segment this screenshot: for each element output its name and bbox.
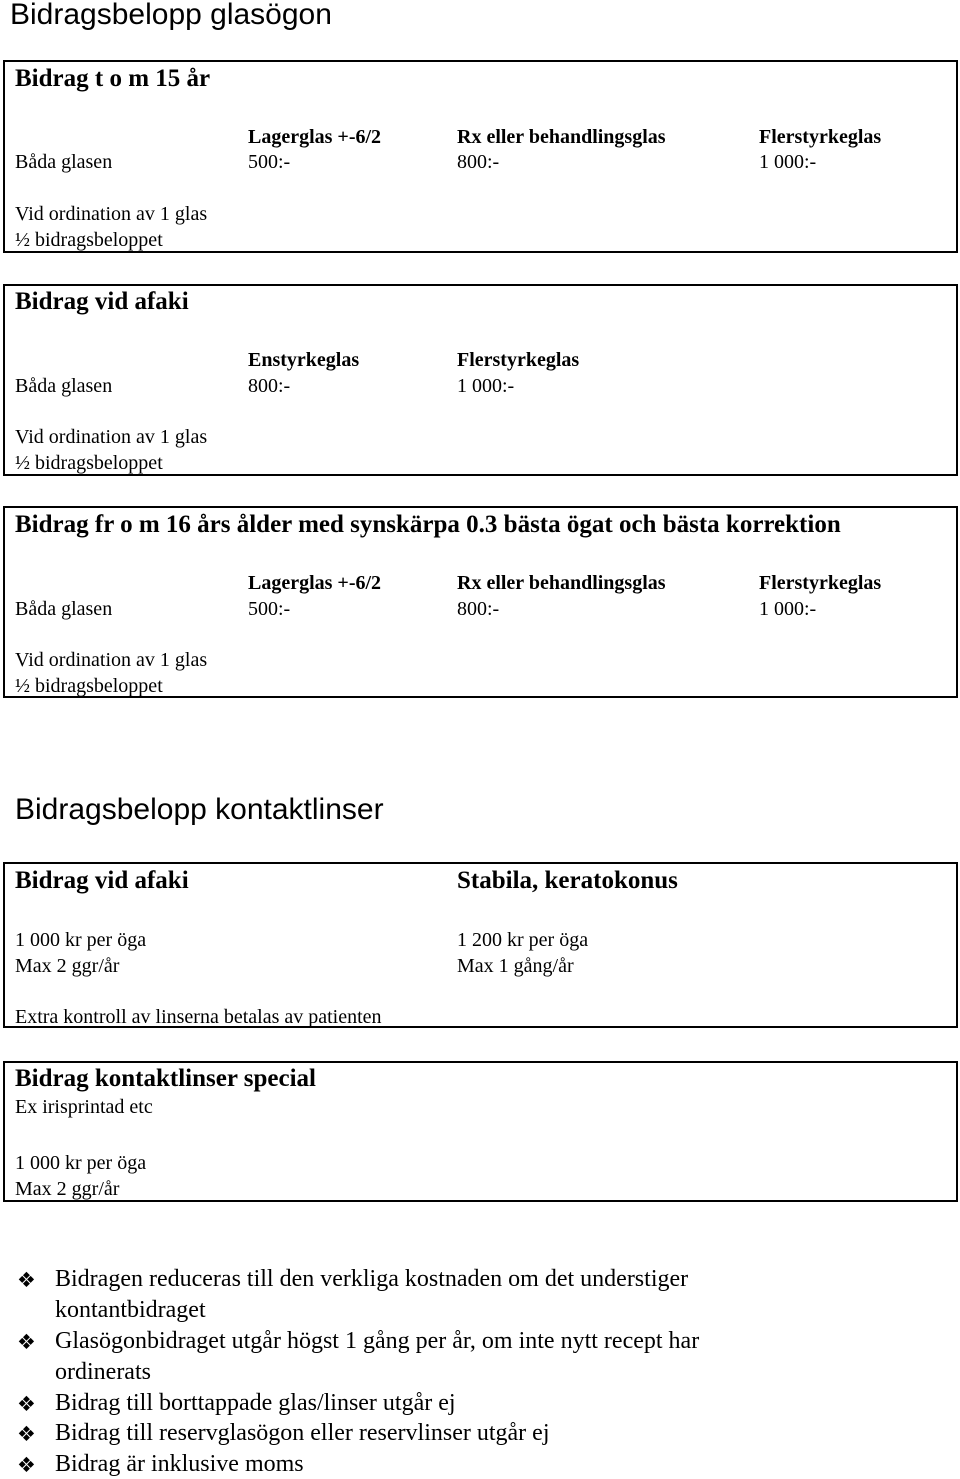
four-diamond-icon: ❖: [17, 1422, 36, 1446]
column-header: Flerstyrkeglas: [457, 349, 580, 371]
bullet-text: Glasögonbidraget utgår högst 1 gång per år, om inte nytt recept har: [55, 1328, 700, 1354]
cell-value: 500:-: [248, 151, 291, 173]
frequency-text: Max 2 ggr/år: [15, 1178, 120, 1200]
note-text: Vid ordination av 1 glas: [15, 203, 208, 225]
section-title: Bidrag fr o m 16 års ålder med synskärpa 0.3 bästa ögat och bästa korrektion: [15, 511, 841, 538]
section-title: Bidrag t o m 15 år: [15, 65, 211, 92]
page-title: Bidragsbelopp glasögon: [10, 0, 332, 31]
bullet-text: Bidrag är inklusive moms: [55, 1451, 304, 1477]
note-text: Vid ordination av 1 glas: [15, 426, 208, 448]
row-label: Båda glasen: [15, 598, 113, 620]
column-header: Rx eller behandlingsglas: [457, 572, 666, 594]
amount-text: 1 000 kr per öga: [15, 1152, 147, 1174]
bullet-text: Bidrag till borttappade glas/linser utgår ej: [55, 1390, 456, 1416]
bullet-text: ordinerats: [55, 1359, 151, 1385]
note-text: ½ bidragsbeloppet: [15, 675, 163, 697]
column-header: Flerstyrkeglas: [759, 572, 882, 594]
bullet-text: Bidragen reduceras till den verkliga kostnaden om det understiger: [55, 1266, 689, 1292]
column-header: Lagerglas +-6/2: [248, 126, 382, 148]
cell-value: 500:-: [248, 598, 291, 620]
column-header: Enstyrkeglas: [248, 349, 360, 371]
note-text: ½ bidragsbeloppet: [15, 229, 163, 251]
note-text: Vid ordination av 1 glas: [15, 649, 208, 671]
section-title: Stabila, keratokonus: [457, 867, 678, 894]
amount-text: 1 200 kr per öga: [457, 929, 589, 951]
section-title: Bidrag vid afaki: [15, 288, 189, 315]
four-diamond-icon: ❖: [17, 1392, 36, 1416]
footer-note: Extra kontroll av linserna betalas av patienten: [15, 1006, 382, 1028]
frequency-text: Max 2 ggr/år: [15, 955, 120, 977]
subtitle-text: Ex irisprintad etc: [15, 1096, 153, 1118]
cell-value: 800:-: [457, 598, 500, 620]
column-header: Flerstyrkeglas: [759, 126, 882, 148]
cell-value: 800:-: [457, 151, 500, 173]
row-label: Båda glasen: [15, 375, 113, 397]
section-title: Bidrag vid afaki: [15, 867, 189, 894]
four-diamond-icon: ❖: [17, 1453, 36, 1477]
note-text: ½ bidragsbeloppet: [15, 452, 163, 474]
column-header: Rx eller behandlingsglas: [457, 126, 666, 148]
four-diamond-icon: ❖: [17, 1330, 36, 1354]
row-label: Båda glasen: [15, 151, 113, 173]
cell-value: 1 000:-: [759, 151, 817, 173]
cell-value: 1 000:-: [759, 598, 817, 620]
divider: [15, 251, 956, 252]
column-header: Lagerglas +-6/2: [248, 572, 382, 594]
section-title: Bidrag kontaktlinser special: [15, 1065, 316, 1092]
amount-text: 1 000 kr per öga: [15, 929, 147, 951]
section-heading: Bidragsbelopp kontaktlinser: [15, 793, 384, 826]
bullet-text: Bidrag till reservglasögon eller reservlinser utgår ej: [55, 1420, 550, 1446]
four-diamond-icon: ❖: [17, 1268, 36, 1292]
cell-value: 1 000:-: [457, 375, 515, 397]
cell-value: 800:-: [248, 375, 291, 397]
bullet-text: kontantbidraget: [55, 1297, 206, 1323]
frequency-text: Max 1 gång/år: [457, 955, 574, 977]
